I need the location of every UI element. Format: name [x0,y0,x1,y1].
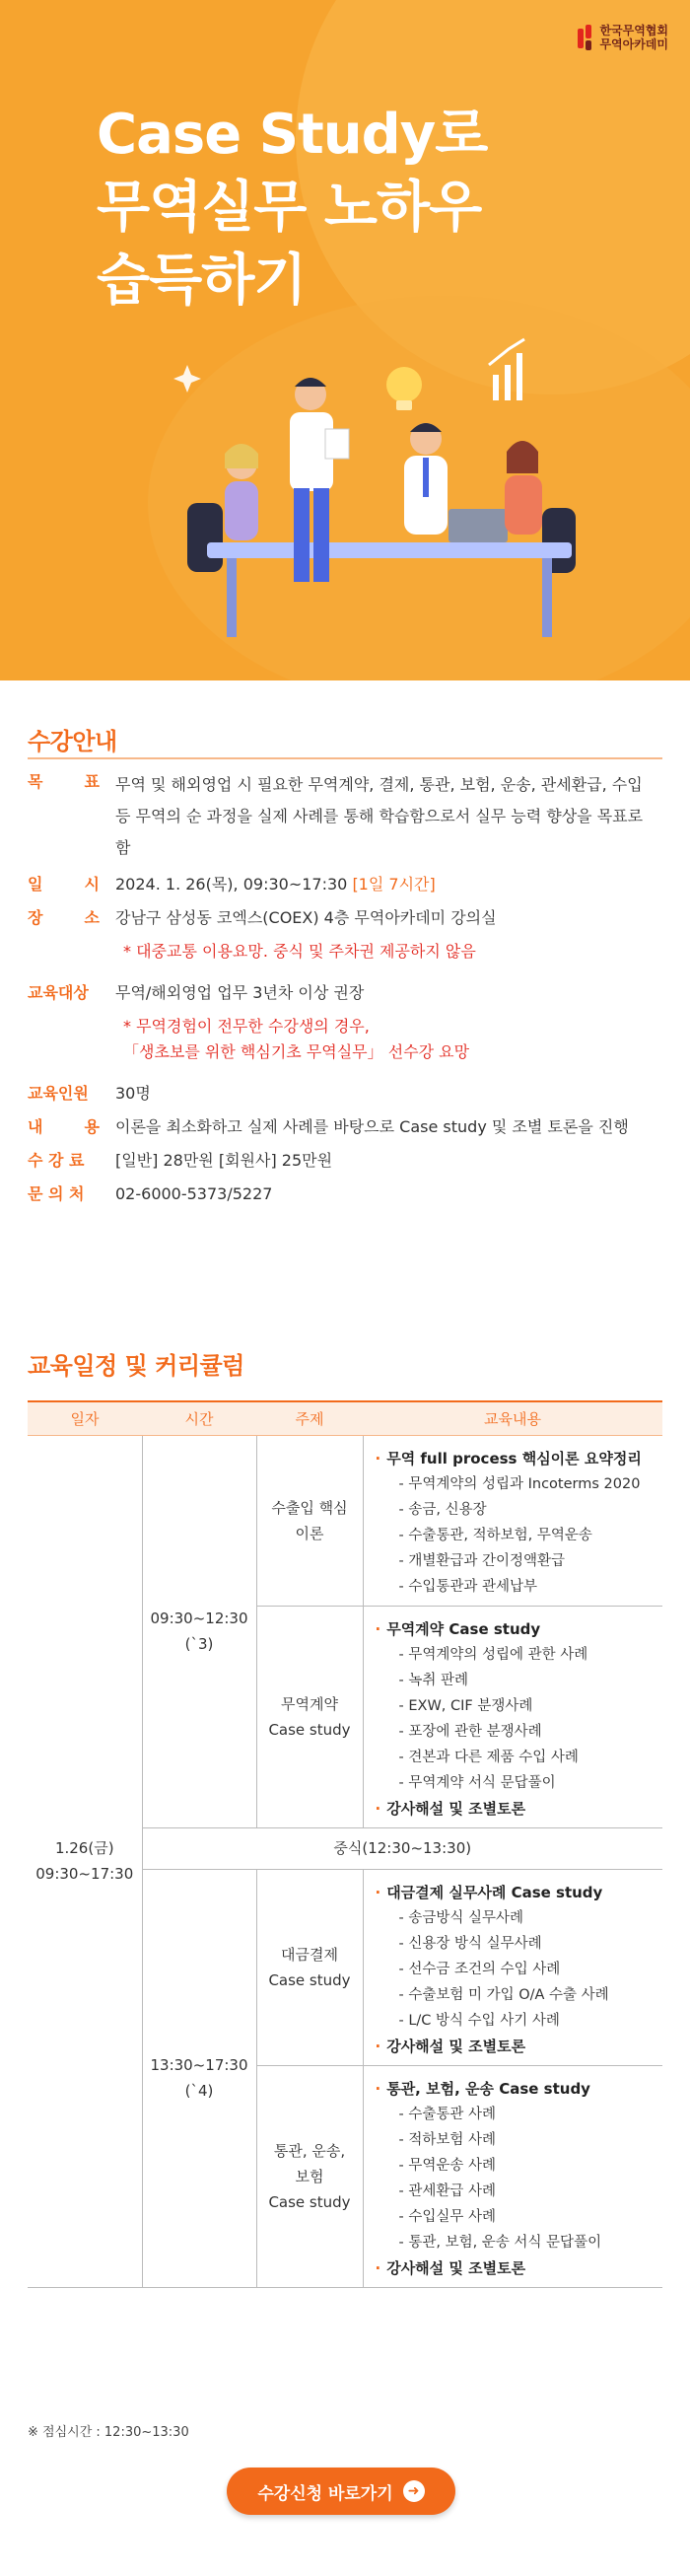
info-row-fee [28,1148,662,1174]
pm-time-cell [142,1869,256,2287]
content-cell [363,2065,662,2287]
list-item: - 견본과 다른 제품 수입 사례 [376,1745,656,1770]
logo-line1: 한국무역협회 [599,24,668,37]
list-item: - 송금방식 실무사례 [376,1905,656,1931]
topic-cell [256,1869,363,2065]
info-target-value: 무역/해외영업 업무 3년차 이상 권장 [115,983,365,1002]
list-item: - 무역계약 서식 문답풀이 [376,1770,656,1796]
info-row-capacity [28,1081,662,1107]
list-item-text: 강사해설 및 조별토론 [386,2258,526,2277]
topic-name: Case study [268,1970,351,1989]
topic-name: 통관, 운송, [273,2141,346,2160]
pm-time: 13:30~17:30 [150,2056,248,2074]
list-item: - EXW, CIF 분쟁사례 [376,1693,656,1719]
topic-name: 이론 [295,1524,324,1542]
list-item: - 무역운송 사례 [376,2153,656,2179]
academy-logo[interactable] [578,24,668,51]
header-time: 시간 [142,1401,256,1435]
apply-button[interactable] [227,2468,455,2515]
topic-name: 수출입 핵심 [271,1498,348,1517]
info-fee-value: [일반] 28만원 [회원사] 25만원 [115,1151,333,1170]
topic-cell [256,1606,363,1827]
sparkle-icon [173,365,201,393]
logo-line2: 무역아카데미 [599,37,668,51]
header-topic: 주제 [256,1401,363,1435]
info-date-value: 2024. 1. 26(목), 09:30~17:30 [115,875,348,894]
info-date [115,872,662,897]
info-goal-value: 무역 및 해외영업 시 필요한 무역계약, 결제, 통관, 보험, 운송, 관세환급, 수입 등 무역의 순 과정을 실제 사례를 통해 학습함으로서 실무 능력 향상을 목표로 함 [115,775,644,857]
content-cell [363,1869,662,2065]
am-hours: (`3) [184,1635,214,1653]
section-divider [28,757,662,759]
list-item: - 무역계약의 성립에 관한 사례 [376,1642,656,1668]
info-row-date [28,872,662,897]
list-item: - L/C 방식 수입 사기 사례 [376,2008,656,2034]
info-row-place [28,905,662,972]
content-cell [363,1435,662,1606]
info-label: 교육인원 [28,1084,89,1103]
info-label: 문 의 처 [28,1184,85,1203]
arrow-right-circle-icon: ➜ [403,2480,425,2502]
info-content-value: 이론을 최소화하고 실제 사례를 바탕으로 Case study 및 조별 토론을 진행 [115,1117,629,1136]
table-header-row [28,1401,662,1435]
curriculum-table [28,1400,662,2288]
list-item-text: 강사해설 및 조별토론 [386,1799,526,1818]
list-item: - 적하보험 사례 [376,2127,656,2153]
info-label: 교육대상 [28,983,89,1002]
list-item-text: 통관, 보험, 운송 Case study [386,2079,590,2098]
info-place-value: 강남구 삼성동 코엑스(COEX) 4층 무역아카데미 강의실 [115,908,497,927]
hero-title [97,99,487,318]
info-capacity-value: 30명 [115,1084,151,1103]
day-date: 1.26(금) [54,1839,114,1857]
hero-title-line: Case Study로 [97,103,488,167]
list-item: - 수출통관, 적하보험, 무역운송 [376,1523,656,1548]
list-item-text: 무역계약 Case study [386,1619,541,1638]
list-item: · 통관, 보험, 운송 Case study [376,2076,656,2102]
info-label: 목 표 [28,772,100,791]
list-item: · 강사해설 및 조별토론 [376,2034,656,2059]
list-item: · 대금결제 실무사례 Case study [376,1880,656,1905]
topic-cell [256,1435,363,1606]
course-info [28,769,662,1215]
info-target-note2: 「생초보를 위한 핵심기초 무역실무」 선수강 요망 [123,1042,470,1061]
list-item: - 무역계약의 성립과 Incoterms 2020 [376,1471,656,1497]
info-label: 장 소 [28,908,100,927]
info-label: 수 강 료 [28,1151,85,1170]
list-item: - 포장에 관한 분쟁사례 [376,1719,656,1745]
growth-chart-icon [489,339,524,400]
am-time-cell [142,1435,256,1827]
section-title-guide: 수강안내 [28,728,117,755]
hero-title-line: 습득하기 [97,249,307,313]
info-place-note: * 대중교통 이용요망. 중식 및 주차권 제공하지 않음 [123,942,476,961]
lunch-footnote: ※ 점심시간 : 12:30~13:30 [28,2425,189,2440]
hero-banner [0,0,690,680]
logo-mark-icon [578,25,593,50]
info-contact-value: 02-6000-5373/5227 [115,1184,273,1203]
topic-name: Case study [268,1720,351,1739]
info-row-target [28,980,662,1073]
info-row-contact [28,1181,662,1207]
topic-name: 보험 [295,2167,324,2185]
topic-name: Case study [268,2192,351,2211]
list-item: - 수출통관 사례 [376,2102,656,2127]
list-item: - 신용장 방식 실무사례 [376,1931,656,1957]
list-item: - 수입실무 사례 [376,2204,656,2230]
info-row-content [28,1114,662,1140]
list-item: · 무역계약 Case study [376,1616,656,1642]
list-item-text: 대금결제 실무사례 Case study [386,1883,603,1901]
topic-cell [256,2065,363,2287]
list-item: - 수입통관과 관세납부 [376,1574,656,1600]
list-item: - 수출보험 미 가입 O/A 수출 사례 [376,1982,656,2008]
list-item-text: 무역 full process 핵심이론 요약정리 [386,1449,642,1467]
pm-hours: (`4) [184,2082,214,2100]
header-date: 일자 [28,1401,142,1435]
lunch-cell: 중식(12:30~13:30) [142,1827,662,1869]
list-item: · 강사해설 및 조별토론 [376,2255,656,2281]
apply-button-label: 수강신청 바로가기 [257,2483,393,2504]
info-label: 내 용 [28,1117,100,1136]
list-item: - 관세환급 사례 [376,2179,656,2204]
meeting-illustration [168,335,591,661]
list-item: - 녹취 판례 [376,1668,656,1693]
content-cell [363,1606,662,1827]
am-time: 09:30~12:30 [150,1610,248,1627]
list-item: · 무역 full process 핵심이론 요약정리 [376,1446,656,1471]
day-cell [28,1435,142,2287]
info-place [115,905,662,972]
list-item: - 송금, 신용장 [376,1497,656,1523]
info-row-goal [28,769,662,864]
section-title-curriculum: 교육일정 및 커리큘럼 [28,1352,244,1380]
list-item: - 선수금 조건의 수입 사례 [376,1957,656,1982]
lightbulb-icon [386,367,422,410]
hero-title-line: 무역실무 노하우 [97,176,482,240]
header-content: 교육내용 [363,1401,662,1435]
topic-name: 무역계약 [281,1694,338,1713]
list-item: - 통관, 보험, 운송 서식 문답풀이 [376,2230,656,2255]
list-item: - 개별환급과 간이정액환급 [376,1548,656,1574]
info-target-note1: * 무역경험이 전무한 수강생의 경우, [123,1017,370,1036]
day-time: 09:30~17:30 [35,1865,134,1883]
info-date-extra: [1일 7시간] [352,875,436,894]
info-target [115,980,662,1073]
info-label: 일 시 [28,875,100,894]
list-item: · 강사해설 및 조별토론 [376,1796,656,1822]
table-row [28,1435,662,1606]
list-item-text: 강사해설 및 조별토론 [386,2037,526,2055]
topic-name: 대금결제 [281,1945,338,1964]
